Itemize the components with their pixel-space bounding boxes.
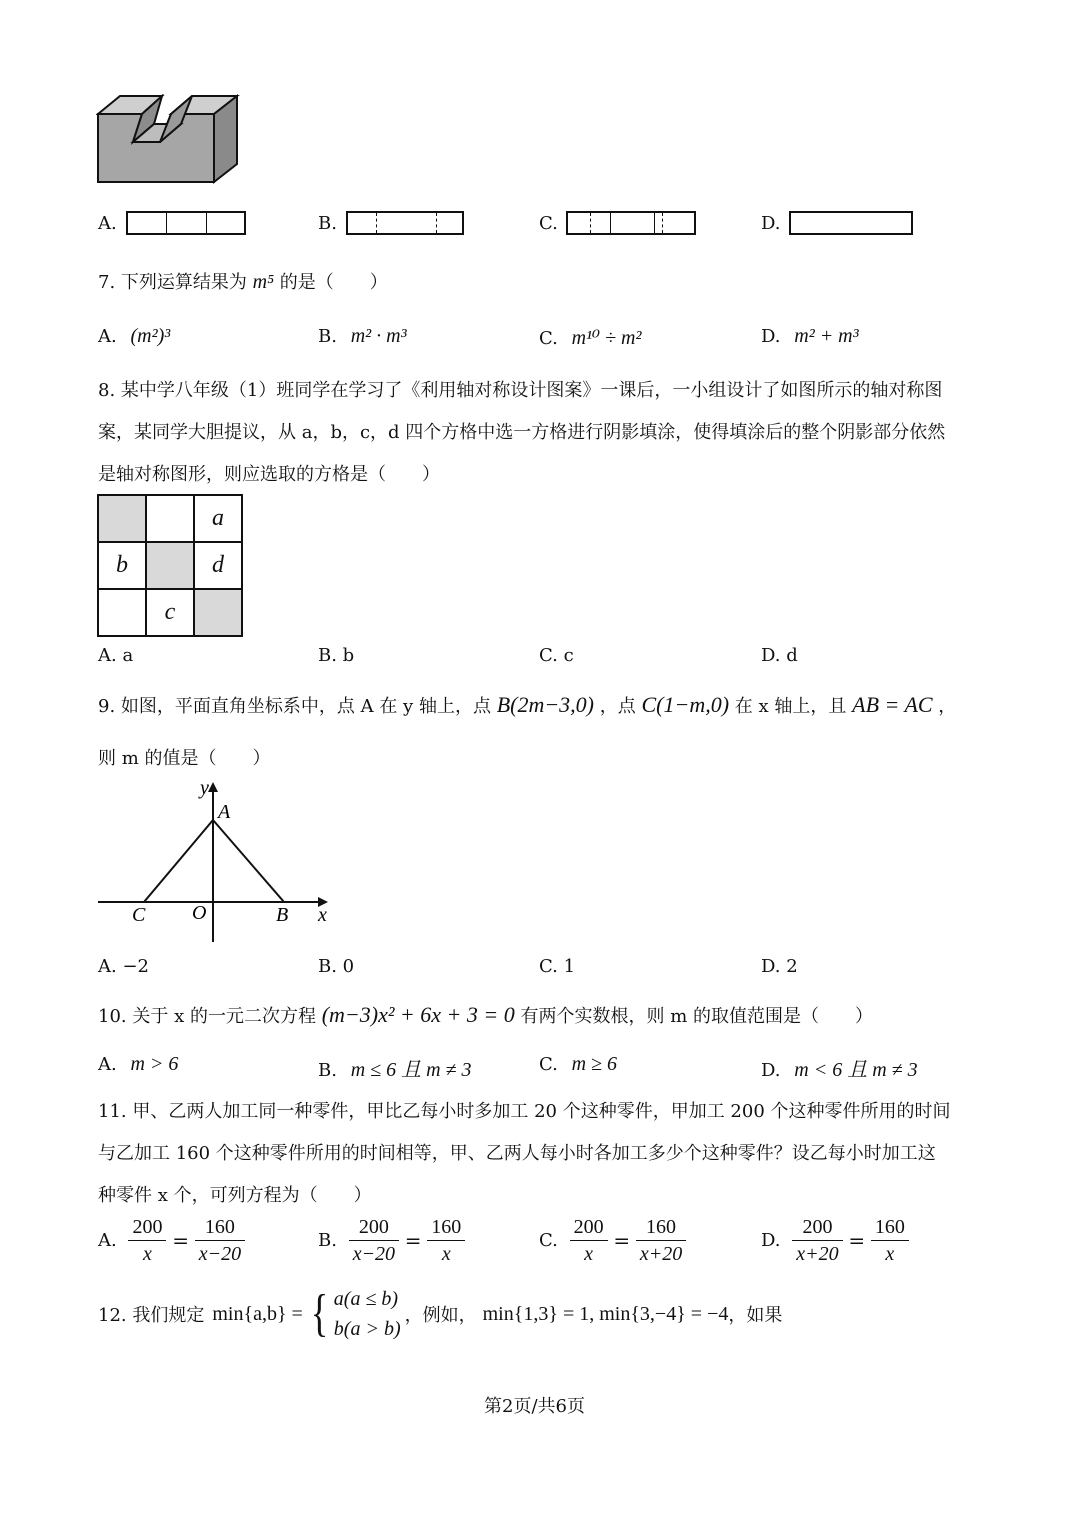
q6-option-a-figure xyxy=(126,211,246,235)
q12-brace: { xyxy=(310,1285,329,1342)
q11-option-b-left-fraction xyxy=(349,1214,399,1267)
q8-cell-c: c xyxy=(146,589,194,636)
q11-option-c xyxy=(539,1214,686,1267)
q6-option-c-figure xyxy=(566,211,696,235)
q8-stem-line2: 案，某同学大胆提议，从 a，b，c，d 四个方格中选一方格进行阴影填涂，使得填涂后的整个阴影部分依然 xyxy=(98,422,946,443)
q11-option-a-label: A. xyxy=(98,1230,117,1251)
q11-option-c-right-fraction xyxy=(636,1214,686,1267)
q10-equation: (m−3)x² + 6x + 3 = 0 xyxy=(321,1002,515,1027)
q9-option-c: C. 1 xyxy=(539,956,576,977)
q10-option-c-math: m ≥ 6 xyxy=(571,1053,618,1075)
q9-option-d: D. 2 xyxy=(761,956,798,977)
q7-option-c-label: C. xyxy=(539,328,558,349)
q10-option-d xyxy=(761,1053,918,1082)
q7-stem xyxy=(98,268,388,294)
q7-stem-end: 的是（ ） xyxy=(279,272,388,293)
q6-option-b-figure xyxy=(346,211,464,235)
q10-option-b-label: B. xyxy=(318,1060,337,1081)
q7-option-b-math: m² · m³ xyxy=(350,325,407,347)
q11-option-b-right-fraction xyxy=(427,1214,465,1267)
q6-option-c-label: C. xyxy=(539,213,558,234)
equals-sign: = xyxy=(848,1228,866,1253)
q8-option-d: D. d xyxy=(761,645,798,666)
q8-cell xyxy=(98,589,146,636)
q9-stem-line1 xyxy=(98,692,956,718)
q8-option-a: A. a xyxy=(98,645,134,666)
q9-label-y: y xyxy=(200,777,209,799)
q9-label-c: C xyxy=(132,904,146,926)
equals-sign: = xyxy=(613,1228,631,1253)
q9-label-o: O xyxy=(192,902,207,924)
numerator: 160 xyxy=(195,1214,245,1241)
q11-stem-line1: 11. 甲、乙两人加工同一种零件，甲比乙每小时多加工 20 个这种零件，甲加工 200 个这种零件所用的时间 xyxy=(98,1101,951,1122)
denominator: x+20 xyxy=(796,1243,839,1265)
q8-grid-figure xyxy=(97,494,243,637)
q9-label-b: B xyxy=(276,904,289,926)
q6-option-b-label: B. xyxy=(318,213,337,234)
numerator: 160 xyxy=(427,1214,465,1241)
q10-stem-end: 有两个实数根，则 m 的取值范围是（ ） xyxy=(520,1006,873,1027)
denominator: x−20 xyxy=(352,1243,396,1265)
q11-option-a-right-fraction xyxy=(195,1214,245,1267)
q9-label-a: A xyxy=(218,801,231,823)
q11-option-d-right-fraction xyxy=(871,1214,909,1267)
q11-option-d xyxy=(761,1214,909,1267)
q9-option-a: A. −2 xyxy=(98,956,149,977)
q9-stem-text: 9. 如图，平面直角坐标系中，点 A 在 y 轴上，点 xyxy=(98,696,491,717)
q10-option-b-math: m ≤ 6 且 m ≠ 3 xyxy=(350,1059,472,1081)
q12-case-2: b(a > b) xyxy=(333,1318,401,1340)
numerator: 160 xyxy=(636,1214,686,1241)
q10-option-d-label: D. xyxy=(761,1060,781,1081)
denominator: x xyxy=(143,1243,152,1265)
q7-option-c-math: m¹⁰ ÷ m² xyxy=(571,327,642,349)
q11-option-d-left-fraction xyxy=(792,1214,842,1267)
q8-cell-a: a xyxy=(194,495,242,542)
q10-option-b xyxy=(318,1053,472,1082)
numerator: 200 xyxy=(792,1214,842,1241)
numerator: 200 xyxy=(349,1214,399,1241)
q6-solid-figure xyxy=(96,94,241,186)
q12-stem xyxy=(98,1284,782,1344)
q9-equation: AB = AC xyxy=(852,692,933,717)
q10-option-a-label: A. xyxy=(98,1054,117,1075)
q7-stem-math: m⁵ xyxy=(252,271,275,293)
q11-option-a-left-fraction xyxy=(128,1214,166,1267)
q7-option-d xyxy=(761,325,859,348)
q12-stem-end: ，如果 xyxy=(728,1305,783,1326)
q11-option-c-left-fraction xyxy=(570,1214,608,1267)
denominator: x+20 xyxy=(639,1243,683,1265)
q8-cell-b: b xyxy=(98,542,146,589)
q10-option-a-math: m > 6 xyxy=(130,1053,179,1075)
q12-stem-text-2: ，例如， xyxy=(404,1305,477,1326)
q12-cases xyxy=(334,1284,401,1344)
numerator: 160 xyxy=(871,1214,909,1241)
q8-cell xyxy=(146,495,194,542)
q6-option-d-figure xyxy=(789,211,913,235)
q8-option-b: B. b xyxy=(318,645,355,666)
q7-option-b xyxy=(318,325,407,348)
q6-option-a-label: A. xyxy=(98,213,117,234)
q7-option-a xyxy=(98,325,170,348)
q9-point-b: B(2m−3,0) xyxy=(496,692,595,717)
denominator: x xyxy=(441,1243,451,1265)
page-number: 第2页/共6页 xyxy=(484,1396,585,1417)
q11-option-a xyxy=(98,1214,245,1267)
equals-sign: = xyxy=(172,1228,189,1253)
q11-option-b-label: B. xyxy=(318,1230,337,1251)
q8-option-c: C. c xyxy=(539,645,574,666)
denominator: x xyxy=(885,1243,895,1265)
q7-option-a-label: A. xyxy=(98,326,117,347)
q7-option-c xyxy=(539,325,641,350)
q10-option-d-math: m < 6 且 m ≠ 3 xyxy=(794,1059,918,1081)
q9-coordinate-figure xyxy=(96,776,336,946)
q7-option-a-math: (m²)³ xyxy=(130,325,171,347)
q8-cell xyxy=(194,589,242,636)
q9-stem-text-3: 在 x 轴上，且 xyxy=(734,696,847,717)
q9-option-b: B. 0 xyxy=(318,956,355,977)
q10-option-c xyxy=(539,1053,617,1076)
q8-stem-line1: 8. 某中学八年级（1）班同学在学习了《利用轴对称设计图案》一课后，一小组设计了如图所示的轴对称图 xyxy=(98,380,943,401)
q8-cell xyxy=(98,495,146,542)
q11-stem-line3: 种零件 x 个，可列方程为（ ） xyxy=(98,1185,372,1206)
q7-option-b-label: B. xyxy=(318,326,337,347)
q11-stem-line2: 与乙加工 160 个这种零件所用的时间相等，甲、乙两人每小时各加工多少个这种零件？设乙每小时加工这 xyxy=(98,1143,936,1164)
q8-stem-line3: 是轴对称图形，则应选取的方格是（ ） xyxy=(98,464,440,485)
q12-case-1: a(a ≤ b) xyxy=(333,1288,399,1310)
denominator: x−20 xyxy=(198,1243,242,1265)
q10-option-a xyxy=(98,1053,178,1076)
q11-option-b xyxy=(318,1214,465,1267)
q12-stem-text: 12. 我们规定 xyxy=(98,1305,205,1326)
denominator: x xyxy=(584,1243,594,1265)
q8-cell-d: d xyxy=(194,542,242,589)
q9-stem-line2: 则 m 的值是（ ） xyxy=(98,748,271,769)
numerator: 200 xyxy=(570,1214,608,1241)
q10-stem xyxy=(98,1002,873,1028)
q9-point-c: C(1−m,0) xyxy=(641,692,730,717)
q10-option-c-label: C. xyxy=(539,1054,558,1075)
q12-example: min{1,3} = 1, min{3,−4} = −4 xyxy=(482,1302,729,1325)
q12-definition-lhs: min{a,b} = xyxy=(212,1302,303,1325)
q6-option-d-label: D. xyxy=(761,213,781,234)
q9-stem-text-4: ， xyxy=(938,696,957,717)
equals-sign: = xyxy=(404,1228,422,1253)
q11-option-d-label: D. xyxy=(761,1230,781,1251)
q8-cell xyxy=(146,542,194,589)
q7-option-d-label: D. xyxy=(761,326,781,347)
q11-option-c-label: C. xyxy=(539,1230,558,1251)
q9-stem-text-2: ，点 xyxy=(599,696,636,717)
q10-stem-text: 10. 关于 x 的一元二次方程 xyxy=(98,1006,316,1027)
numerator: 200 xyxy=(128,1214,166,1241)
q7-stem-text: 7. 下列运算结果为 xyxy=(98,272,247,293)
q9-label-x: x xyxy=(318,904,327,926)
q7-option-d-math: m² + m³ xyxy=(794,325,859,347)
